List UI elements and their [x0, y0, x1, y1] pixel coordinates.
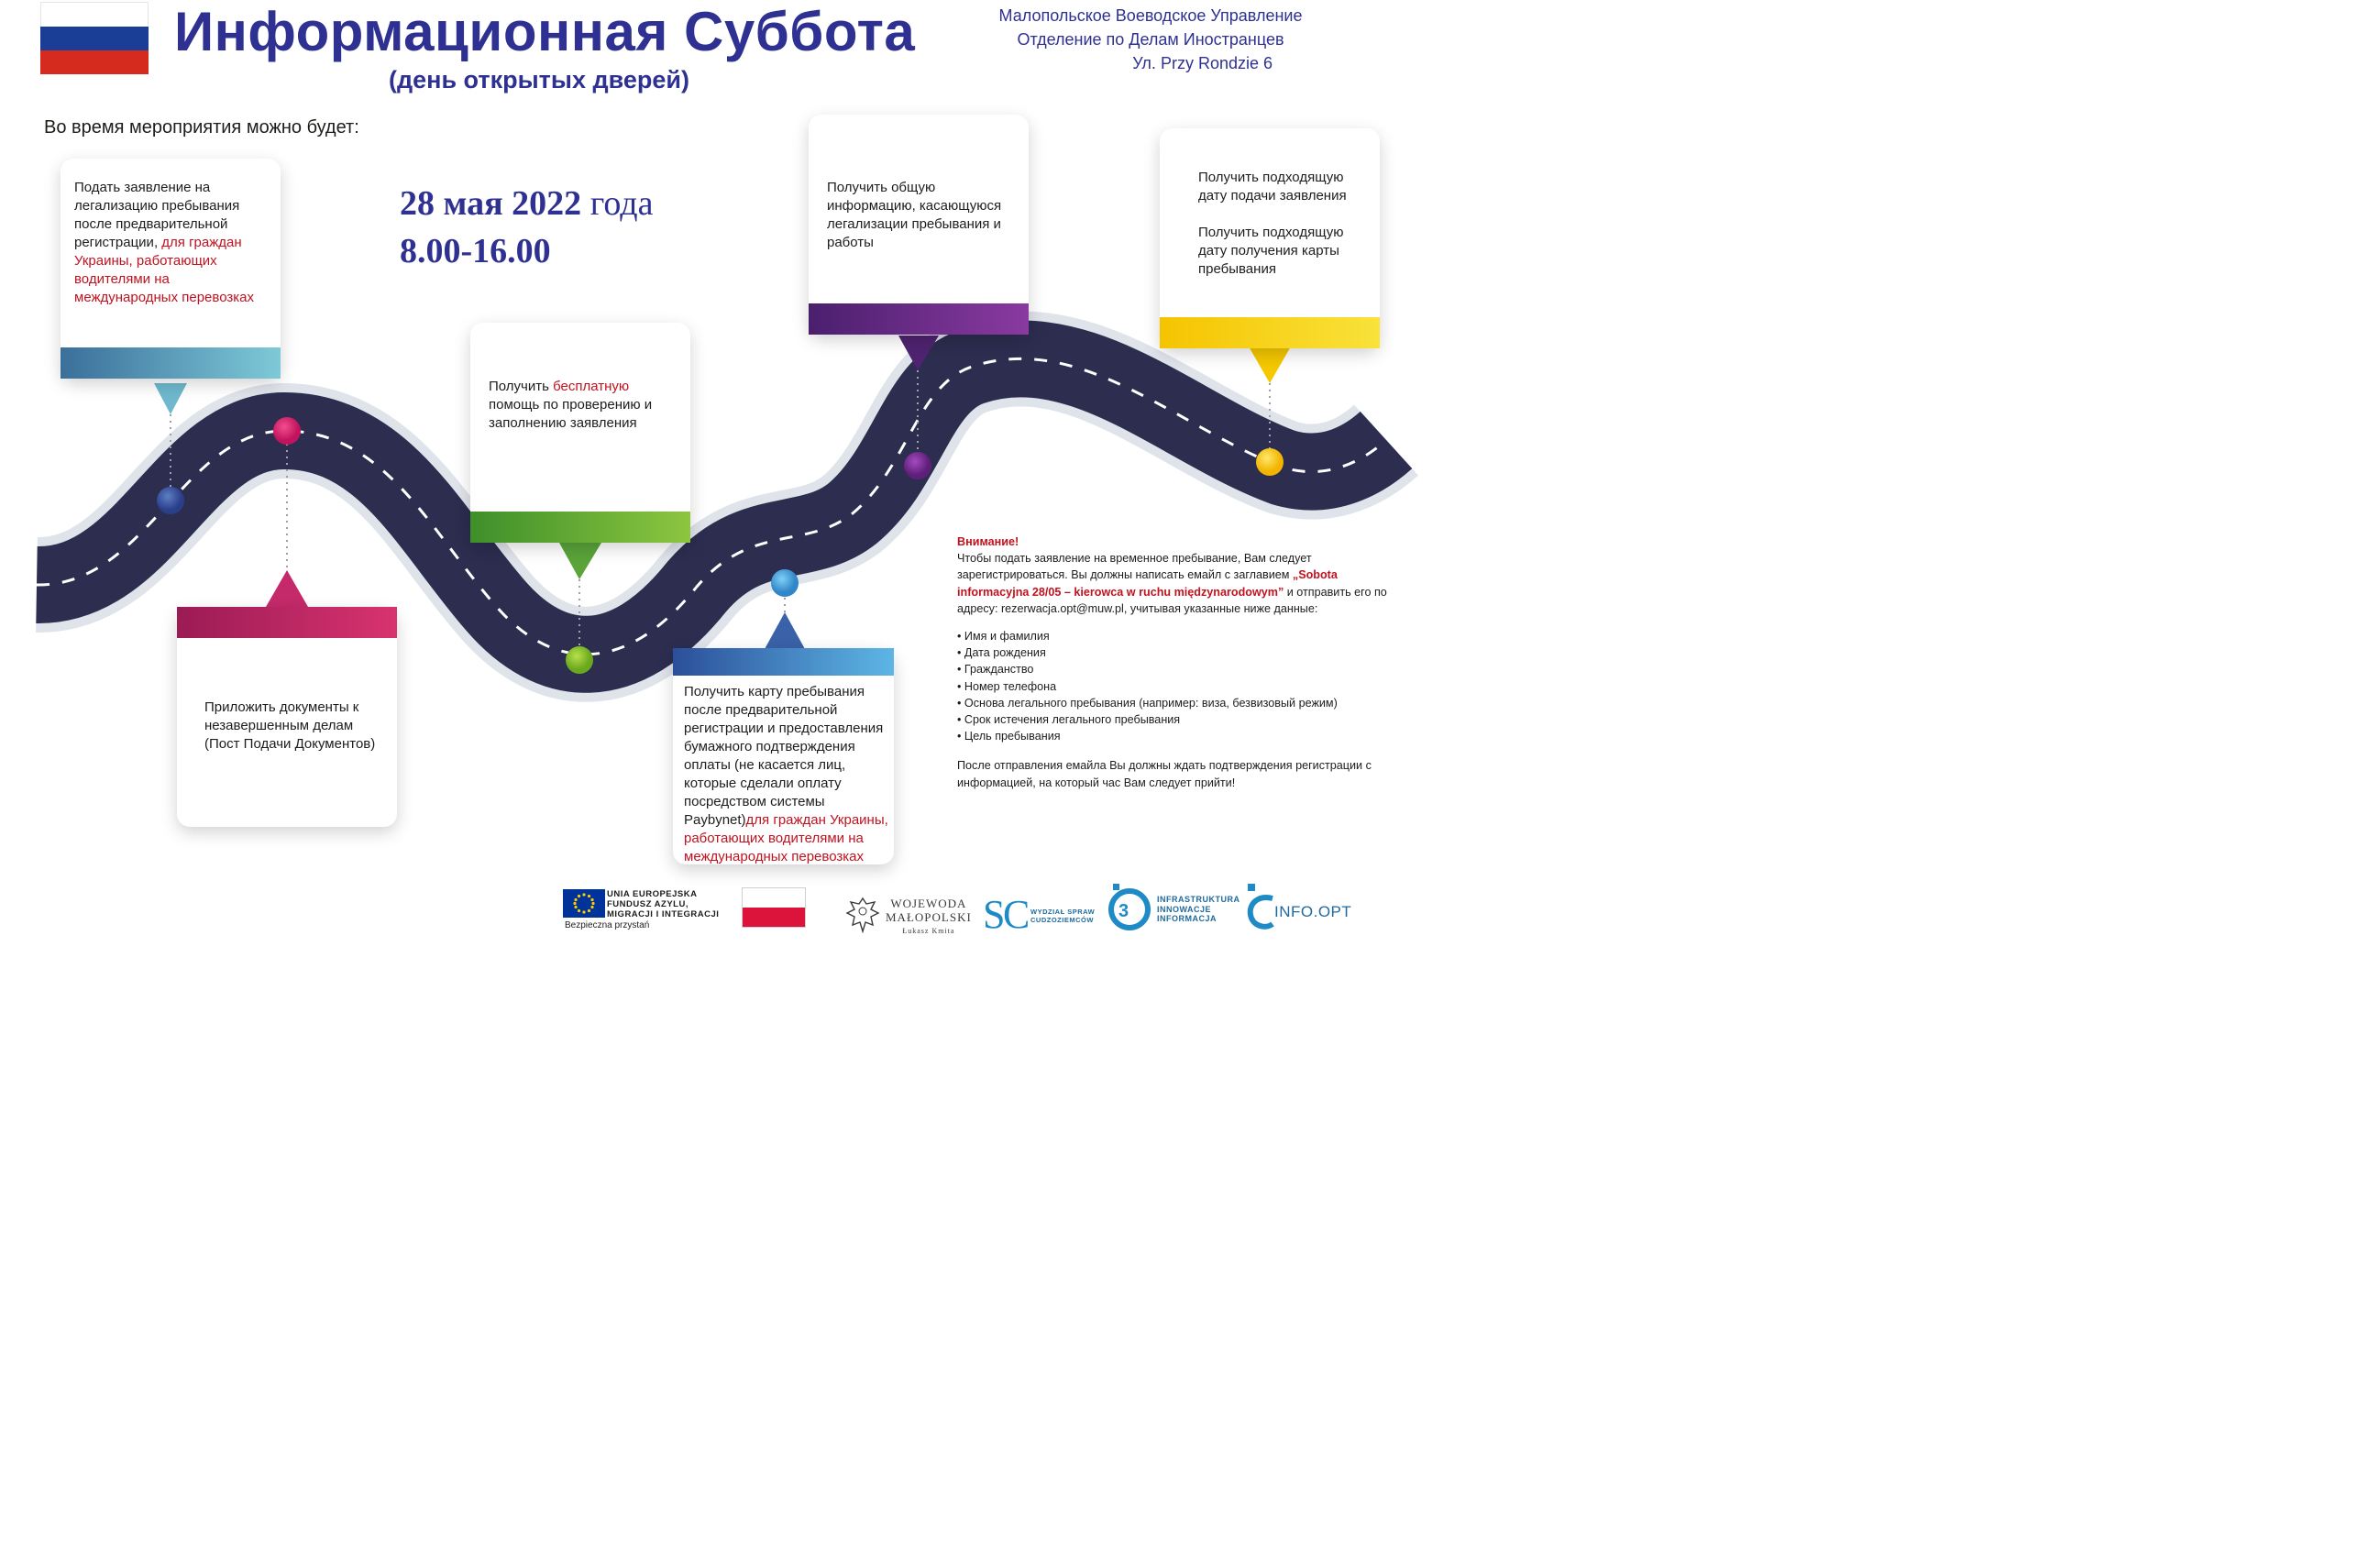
polish-eagle-emblem-icon — [843, 895, 882, 935]
iii-logo-icon — [1106, 882, 1153, 933]
event-date-word: года — [589, 184, 654, 223]
step-1-card — [61, 159, 281, 379]
step-4-text: Получить карту пребывания после предварительной регистрации и предоставления бумажного подтверждения оплаты (не касается лиц, которые сделали оплату посредством системы Paybynet)для граждан Украины, работающих водителями на международных перевозках — [684, 684, 888, 864]
svg-text:S: S — [983, 892, 1006, 937]
intro-text: Во время мероприятия можно будет: — [44, 117, 359, 138]
step-4-band — [673, 648, 894, 676]
step-6-text: Получить подходящую дату подачи заявления Получить подходящую дату получения карты пребывания — [1198, 170, 1347, 277]
office-line-2: Отделение по Делам Иностранцев — [1017, 30, 1284, 49]
wsc-logo-text: WYDZIAŁ SPRAW CUDZOZIEMCÓW — [1030, 908, 1096, 924]
page-title: Информационная Суббота — [174, 1, 916, 62]
required-data-list — [957, 628, 1397, 744]
event-time: 8.00-16.00 — [400, 232, 551, 270]
step-6-marker — [1256, 448, 1284, 476]
info-opt-logo-icon — [1245, 882, 1276, 933]
step-2-text: Приложить документы к незавершенным делам (Пост Подачи Документов) — [204, 699, 376, 752]
step-1-highlight: для граждан Украины, работающих водителями на международных перевозках — [74, 235, 254, 305]
step-6-card — [1160, 128, 1380, 348]
step-3-text: Получить бесплатную помощь по проверению и заполнению заявления — [489, 379, 653, 431]
step-2-marker — [273, 417, 301, 445]
eu-flag-icon — [563, 889, 605, 918]
step-5-marker — [904, 452, 931, 479]
wojewoda-logo-text: WOJEWODA MAŁOPOLSKI Łukasz Kmita — [886, 897, 972, 935]
wsc-logo-icon — [983, 882, 1030, 937]
info-opt-logo-text: INFO.OPT — [1274, 903, 1352, 920]
notice-closing: После отправления емайла Вы должны ждать подтверждения регистрации с информацией, на который час Вам следует прийти! — [957, 759, 1372, 789]
notice-paragraph: Чтобы подать заявление на временное пребывание, Вам следует зарегистрироваться. Вы должны написать емайл с заглавием „Sobota informacyjna 28/05 – kierowca w ruchu międzynarodowym” и отправить его по адресу: rezerwacja.opt@muw.pl, учитывая указанные ниже данные: — [957, 552, 1387, 615]
step-1-marker — [157, 487, 184, 514]
event-date: 28 мая 2022 — [400, 184, 582, 223]
step-2-card — [177, 607, 397, 827]
registration-notice — [957, 534, 1397, 791]
notice-email-subject: „Sobota informacyjna 28/05 – kierowca w ruchu międzynarodowym” — [957, 568, 1338, 599]
step-3-marker — [566, 646, 593, 674]
office-line-3: Ул. Przy Rondzie 6 — [1132, 54, 1273, 72]
svg-text:C: C — [1003, 892, 1030, 937]
list-item: • Цель пребывания — [957, 728, 1397, 744]
step-4-pointer — [765, 612, 805, 649]
notice-heading: Внимание! — [957, 535, 1019, 548]
step-2-band — [177, 607, 397, 638]
office-line-1: Малопольское Воеводское Управление — [998, 6, 1303, 25]
step-3-card — [470, 323, 690, 543]
step-3-pointer — [559, 543, 601, 579]
step-2-pointer — [266, 570, 308, 607]
step-6-band — [1160, 317, 1380, 348]
step-4-highlight: для граждан Украины, работающих водителями на международных перевозках — [684, 812, 888, 864]
step-3-band — [470, 512, 690, 543]
eu-fund-logo-text: UNIA EUROPEJSKA FUNDUSZ AZYLU, MIGRACJI I INTEGRACJI — [607, 889, 720, 919]
step-6-pointer — [1249, 347, 1291, 383]
list-item: • Имя и фамилия — [957, 628, 1397, 644]
list-item: • Номер телефона — [957, 678, 1397, 695]
eu-fund-caption: Bezpieczna przystań — [565, 920, 650, 930]
step-5-band — [809, 303, 1029, 335]
step-5-card — [809, 115, 1029, 335]
step-3-highlight: бесплатную — [553, 379, 630, 394]
page-subtitle: (день открытых дверей) — [389, 66, 689, 94]
list-item: • Срок истечения легального пребывания — [957, 711, 1397, 728]
step-4-card — [673, 648, 894, 864]
iii-logo-text: INFRASTRUKTURA INNOWACJE INFORMACJA — [1157, 895, 1240, 923]
step-1-band — [61, 347, 281, 379]
svg-text:3: 3 — [1118, 901, 1129, 921]
step-1-pointer — [154, 383, 187, 414]
list-item: • Дата рождения — [957, 644, 1397, 661]
list-item: • Гражданство — [957, 661, 1397, 677]
polish-flag-icon — [742, 887, 806, 928]
list-item: • Основа легального пребывания (например: виза, безвизовый режим) — [957, 695, 1397, 711]
step-1-text: Подать заявление на легализацию пребывания после предварительной регистрации, для граждан Украины, работающих водителями на международных перевозках — [74, 180, 254, 305]
step-5-text: Получить общую информацию, касающуюся легализации пребывания и работы — [827, 180, 1002, 250]
step-4-marker — [771, 569, 799, 597]
